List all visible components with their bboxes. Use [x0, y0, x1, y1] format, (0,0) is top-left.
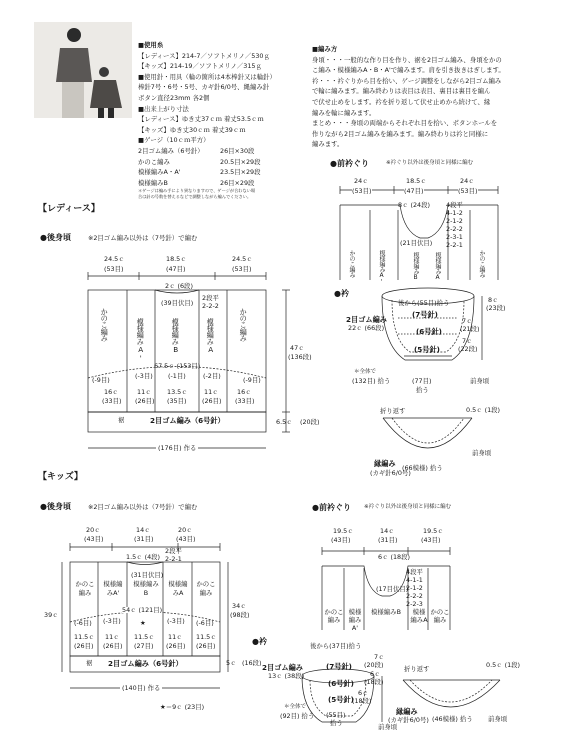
total-height: 39ｃ [44, 611, 59, 619]
method-line: 編みます。 [312, 140, 344, 149]
neck-depth: 8ｃ (24段) [398, 201, 430, 209]
ladies-front-title: ●前衿ぐり [330, 159, 369, 168]
body-width: 67.5ｃ (153目) [154, 362, 201, 370]
col-label: かのこ編み [348, 250, 355, 278]
col-label: 模様編みA [206, 318, 216, 354]
back-pickup: 後から(55目)拾う [398, 299, 450, 307]
collar-r: (18段) [364, 678, 384, 686]
dim-stitches: (47目) [404, 187, 424, 195]
kids-front-note: ※衿ぐり以外は後身頃と同様に編む [364, 504, 452, 510]
dim-width: 20ｃ [86, 526, 101, 534]
material-line: 【レディース】ゆき丈37ｃｍ 着丈53.5ｃｍ [138, 115, 264, 124]
method-line: 編みを輪に編みます。 [312, 108, 376, 117]
dec-row: 4-1-1 [406, 576, 423, 584]
shoulder-rows: 2-2-1 [165, 555, 182, 563]
collar-h: 7ｃ [374, 653, 385, 661]
neck-depth: 1.5ｃ (4段) [126, 553, 161, 561]
dim-stitches: (53目) [104, 265, 124, 273]
section-kids: 【キッズ】 [38, 472, 83, 482]
total-note: ＊全体で [354, 369, 377, 375]
collar-r: (23段) [486, 304, 506, 312]
col-label: 模様編みA' [348, 608, 362, 632]
dec-row: 4段平 [446, 201, 463, 209]
method-line: 作りながら2目ゴム編みを編みます。編み終わりは衿と同様に [312, 129, 489, 138]
dec-row: 4-1-2 [446, 209, 463, 217]
ladies-front-note: ※衿ぐり以外は後身頃と同様に編む [386, 160, 474, 166]
kids-back-title: ●後身頃 [40, 502, 71, 511]
inner-stitch: (26目) [166, 642, 186, 650]
inner-width: 11ｃ [105, 633, 120, 641]
gauge-row: 2目ゴム編み（6号針） 26目×30段 [138, 146, 255, 155]
rib-height: 6.5ｃ [276, 418, 293, 426]
shoulder-rows: 2-2-2 [202, 302, 219, 310]
hem-label: 裾 [118, 416, 125, 424]
dec-row: 2-1-2 [446, 217, 463, 225]
dim-width: 24ｃ [354, 177, 369, 185]
cast-on: (140目) 作る [122, 684, 161, 692]
material-line: ■出来上がり寸法 [138, 104, 189, 113]
method-line: こ編み・模様編みA・B・A'で編みます。肩を引き抜きはぎします。 [312, 66, 505, 75]
ladies-back-title: ●後身頃 [40, 233, 71, 242]
col-label: かのこ編み [196, 580, 216, 597]
neck-bindoff: (17目伏目) [376, 585, 409, 593]
front-label: 前身頃 [470, 377, 490, 385]
col-label: 模様編みB [171, 318, 181, 354]
inner-width: 16ｃ [237, 388, 252, 396]
method-line: 身頃・・・一般的な作り目を作り、裾を2目ゴム編み、身頃をかの [312, 55, 502, 64]
needle-size: (6号針) [328, 679, 354, 688]
method-line: で伏せ止めをします。衿を折り返して伏せ止めから続けて、縁 [312, 97, 491, 106]
body-height: 34ｃ [232, 602, 247, 610]
dec-row: 2-1-2 [406, 584, 423, 592]
col-label: 模様編みA' [103, 580, 123, 597]
gauge-row: 模様編みA・A' 23.5目×29段 [138, 168, 261, 177]
body-height-rows: (136段) [288, 353, 312, 361]
inner-stitch: (26目) [202, 397, 222, 405]
dim-width: 24ｃ [460, 177, 475, 185]
dim-stitches: (31目) [134, 535, 154, 543]
material-line: 【キッズ】214-19／ソフトメリノ／315ｇ [138, 62, 262, 71]
body-height-rows: (98段) [230, 611, 250, 619]
col-label: 模様編みA' [136, 318, 146, 362]
collar-r: (22段) [458, 345, 478, 353]
neck-depth: 6ｃ (18段) [378, 553, 410, 561]
star-mark: ★ [140, 619, 146, 627]
inner-width: 11.5ｃ [196, 633, 217, 641]
collar-rib: 2目ゴム編み [262, 663, 303, 672]
dim-stitches: (43目) [331, 536, 351, 544]
kids-front-title: ●前衿ぐり [312, 503, 351, 512]
edging-label: 縁編み [374, 459, 396, 468]
ladies-back-note: ※2目ゴム編み以外は（7号針）で編む [88, 234, 198, 242]
collar-h: 7ｃ [462, 317, 473, 325]
material-line: 【レディース】214-7／ソフトメリノ／530ｇ [138, 51, 270, 60]
dim-stitches: (43目) [84, 535, 104, 543]
dim-stitches: (53目) [232, 265, 252, 273]
dim-stitches: (47目) [166, 265, 186, 273]
front-label-2: 前身頃 [472, 449, 492, 457]
inner-stitch: (33目) [102, 397, 122, 405]
needle-size: (7号針) [412, 310, 438, 319]
collar-h: 6ｃ [358, 689, 369, 697]
inner-width: 11ｃ [168, 633, 183, 641]
dim-stitches: (43目) [421, 536, 441, 544]
collar-r: (20段) [364, 661, 384, 669]
body-width: 54ｃ (121目) [122, 606, 163, 614]
decrease: (-3目) [103, 617, 121, 625]
rib-rows: (16段) [242, 659, 262, 667]
dim-stitches: (43目) [176, 535, 196, 543]
gauge-note: 合は針の号数を替えるなどで調整しながら編んでください。 [138, 194, 252, 200]
col-label: 模様編みB [133, 580, 159, 597]
fold-label: 折り返す [404, 665, 430, 673]
material-line: ■使用針・用具（輪の箇所は4本棒針又は輪針） [138, 72, 276, 81]
inner-stitch: (26目) [103, 642, 123, 650]
inner-width: 13.5ｃ [167, 388, 188, 396]
col-label: 模様編みB [412, 252, 419, 281]
edging-label: 縁編み [396, 707, 418, 716]
inner-stitch: (26目) [74, 642, 94, 650]
col-label: 模様編みA [410, 608, 428, 624]
inner-stitch: (27目) [134, 642, 154, 650]
rib-label: 2目ゴム編み（6号針） [150, 416, 225, 425]
inner-width: 16ｃ [104, 388, 119, 396]
kids-collar-title: ●衿 [252, 637, 267, 646]
method-line: 衿・・・衿ぐりから目を拾い、ゲージ調整をしながら2目ゴム編み [312, 76, 502, 85]
decrease: (-1目) [168, 372, 186, 380]
decrease: (-9目) [92, 376, 110, 384]
bottom-pickup: (77目) [412, 377, 432, 385]
collar-rib-width: 13ｃ (38段) [268, 672, 305, 680]
collar-rib: 2目ゴム編み [346, 315, 387, 324]
material-line: 【キッズ】ゆき丈30ｃｍ 着丈39ｃｍ [138, 125, 246, 134]
shoulder-rows: 2段平 [165, 547, 182, 555]
inner-stitch: (26目) [196, 642, 216, 650]
inner-stitch: (33目) [235, 397, 255, 405]
decrease: (-3目) [167, 617, 185, 625]
fold-label: 折り返す [380, 407, 406, 415]
neck-depth: 2ｃ (6段) [165, 282, 193, 290]
method-heading: ■編み方 [312, 45, 338, 53]
col-label: かのこ編み [324, 608, 344, 624]
material-line: ボタン直径23mm 各2個 [138, 93, 210, 102]
decrease: (-2目) [203, 372, 221, 380]
total-pickup: (132目) 拾う [352, 377, 391, 385]
dim-width: 18.5ｃ [166, 255, 187, 263]
col-label: かのこ編み [75, 580, 95, 597]
col-label: かのこ編み [478, 250, 485, 278]
kids-back-note: ※2目ゴム編み以外は（7号針）で編む [88, 503, 198, 511]
inner-width: 11.5ｃ [74, 633, 95, 641]
inner-stitch: (35目) [167, 397, 187, 405]
material-line: ■ゲージ（10ｃｍ平方） [138, 136, 210, 145]
gauge-note: ＊ゲージは編み手により異なりますので、ゲージが合わない場 [138, 188, 256, 194]
needle-size: (7号針) [326, 662, 352, 671]
col-label: 模様編みA [434, 252, 441, 281]
cast-on: (176目) 作る [158, 444, 197, 452]
dec-row: 2-2-2 [406, 592, 423, 600]
hook-size: (カギ針6/0号) [370, 469, 411, 477]
bottom-pickup-2: 拾う [330, 719, 343, 727]
inner-width: 11.5ｃ [134, 633, 155, 641]
needle-size: (5号針) [414, 345, 440, 354]
bottom-pickup: (55目) [326, 711, 346, 719]
front-label-2: 前身頃 [488, 715, 508, 723]
col-label: 模様編みA' [378, 250, 385, 285]
hem-label: 裾 [86, 659, 93, 667]
neck-bindoff: (31目伏目) [131, 571, 164, 579]
gauge-row: 模様編みB 26目×29段 [138, 178, 255, 187]
inner-width: 11ｃ [204, 388, 219, 396]
dim-width: 19.5ｃ [423, 527, 444, 535]
decrease: (-9目) [243, 376, 261, 384]
method-line: まとめ・・・身頃の両端からそれぞれ目を拾い、ボタンホールを [312, 119, 498, 128]
neck-bindoff: (21目伏目) [400, 239, 433, 247]
section-ladies: 【レディース】 [38, 204, 100, 214]
needle-size: (6号針) [416, 327, 442, 336]
dim-width: 14ｃ [136, 526, 151, 534]
dim-width: 24.5ｃ [104, 255, 125, 263]
dec-row: 2-3-1 [446, 233, 463, 241]
decrease: (-3目) [135, 372, 153, 380]
rib-height: 5ｃ [226, 659, 237, 667]
edge-pickup: (46模様) 拾う [432, 715, 473, 723]
hook-size: (カギ針6/0号) [388, 716, 429, 724]
col-label: かのこ編み [100, 308, 110, 342]
dim-width: 18.5ｃ [406, 177, 427, 185]
total-note: ＊全体で [284, 704, 307, 710]
dim-stitches: (53目) [458, 187, 478, 195]
dim-stitches: (53目) [352, 187, 372, 195]
dec-row: 2-2-2 [446, 225, 463, 233]
method-line: で輪に編みます。編み終わりは表目は表目、裏目は裏目を編ん [312, 87, 491, 96]
collar-r: (21段) [460, 325, 480, 333]
gauge-row: かのこ編み 20.5目×29段 [138, 157, 261, 166]
dec-row: 2-2-3 [406, 600, 423, 608]
rib-label: 2目ゴム編み（6号針） [108, 659, 183, 668]
ladies-collar-title: ●衿 [334, 289, 349, 298]
inner-stitch: (26目) [135, 397, 155, 405]
collar-rib-width: 22ｃ (66段) [348, 324, 385, 332]
col-label: 模様編みB [371, 608, 401, 616]
star-note: ★＝9ｃ (23目) [160, 703, 205, 711]
col-label: かのこ編み [239, 308, 249, 342]
needle-size: (5号針) [328, 695, 354, 704]
dim-stitches: (31目) [378, 536, 398, 544]
dim-width: 19.5ｃ [333, 527, 354, 535]
material-line: 棒針7号・6号・5号、カギ針6/0号、縄編み針 [138, 83, 270, 92]
collar-h: 8ｃ [488, 296, 499, 304]
edge-height: 0.5ｃ (1段) [466, 406, 501, 414]
edge-pickup: (66模様) 拾う [402, 464, 443, 472]
front-label: 前身頃 [378, 723, 398, 731]
dim-width: 20ｃ [178, 526, 193, 534]
back-pickup: 後から(37目)拾う [310, 642, 362, 650]
collar-h: 6ｃ [370, 670, 381, 678]
dec-row: 4段平 [406, 568, 423, 576]
col-label: 模様編みA [168, 580, 188, 597]
dim-width: 24.5ｃ [232, 255, 253, 263]
inner-width: 11ｃ [137, 388, 152, 396]
decrease: (-6目) [196, 619, 214, 627]
edge-height: 0.5ｃ (1段) [486, 661, 521, 669]
shoulder-rows: 2段平 [202, 294, 219, 302]
collar-r: (18段) [352, 697, 372, 705]
bottom-pickup-2: 拾う [416, 386, 429, 394]
dec-row: 2-2-1 [446, 241, 463, 249]
rib-rows: (20段) [300, 418, 320, 426]
neck-bindoff: (39目伏目) [161, 299, 194, 307]
materials-heading: ■使用糸 [138, 41, 164, 49]
body-height: 47ｃ [290, 344, 305, 352]
col-label: かのこ編み [430, 608, 450, 624]
decrease: (-6目) [74, 619, 92, 627]
total-pickup: (92目) 拾う [280, 712, 315, 720]
collar-h: 7ｃ [462, 337, 473, 345]
dim-width: 14ｃ [380, 527, 395, 535]
